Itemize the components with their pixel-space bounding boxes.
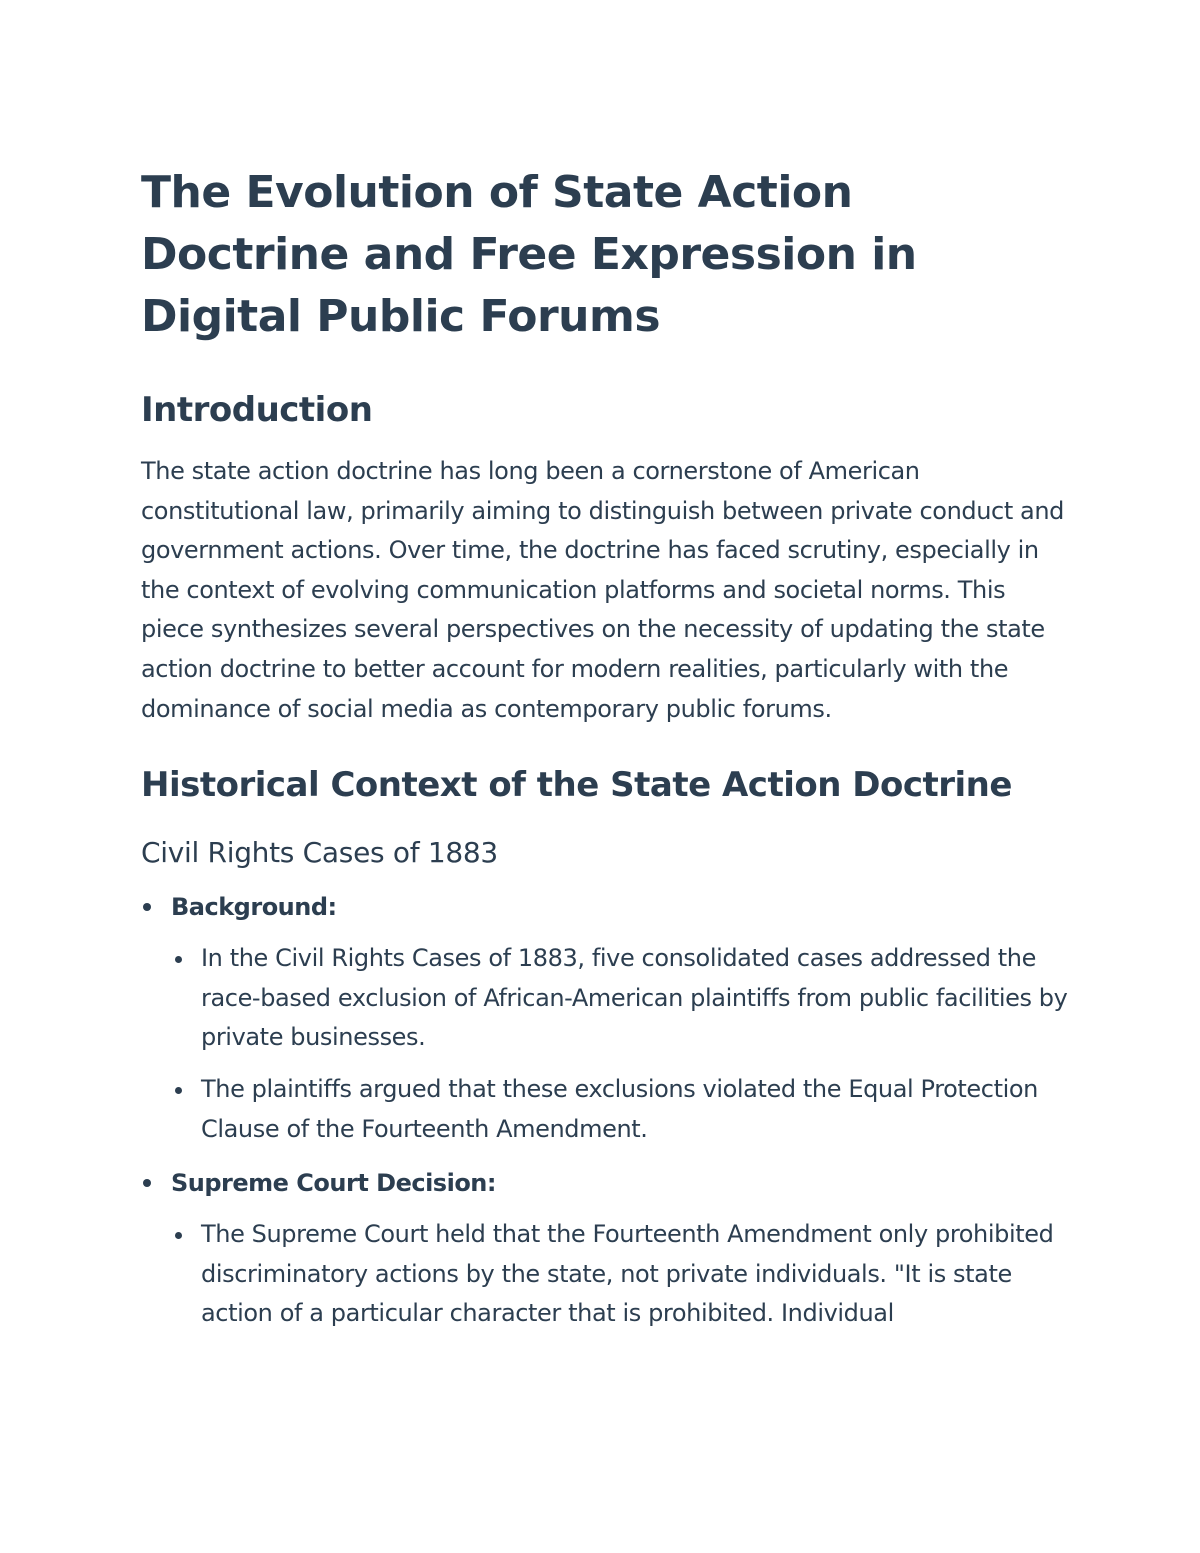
document-title: The Evolution of State Action Doctrine and Free Expression in Digital Public Forums — [141, 167, 917, 342]
list-item-label: Supreme Court Decision: — [171, 1169, 496, 1198]
list-item — [171, 1070, 1071, 1149]
bullet-icon — [175, 956, 182, 963]
list-item-text: In the Civil Rights Cases of 1883, five consolidated cases addressed the race-based exclusion of African-American plaintiffs from public facilities by private businesses. — [201, 944, 1068, 1052]
list-item-text: The Supreme Court held that the Fourteenth Amendment only prohibited discriminatory actions by the state, not private individuals. "It is state action of a particular character that is prohibited. Individual — [201, 1220, 1054, 1328]
bullet-icon — [143, 903, 151, 911]
list-item-text: The plaintiffs argued that these exclusions violated the Equal Protection Clause of the Fourteenth Amendment. — [201, 1074, 1038, 1143]
civil-rights-cases-subheading: Civil Rights Cases of 1883 — [141, 836, 498, 870]
introduction-heading: Introduction — [141, 390, 373, 430]
bullet-icon — [175, 1087, 182, 1094]
list-item-label: Background: — [171, 893, 337, 922]
bullet-icon — [175, 1232, 182, 1239]
list-item — [171, 939, 1071, 1058]
bullet-icon — [143, 1179, 151, 1187]
list-item-supreme-court-decision — [141, 1163, 1071, 1334]
introduction-paragraph: The state action doctrine has long been a cornerstone of American constitutional law, primarily aiming to distinguish between private conduct and government actions. Over time, the doctrine has faced scrutiny, especially in the context of evolving communication platforms and societal norms. This piece synthesizes several perspectives on the necessity of updating the state action doctrine to better account for modern realities, particularly with the dominance of social media as contemporary public forums. — [141, 457, 1065, 723]
background-sublist — [171, 939, 1071, 1149]
decision-sublist — [171, 1215, 1071, 1334]
list-item — [171, 1215, 1071, 1334]
historical-context-heading: Historical Context of the State Action Doctrine — [141, 765, 1012, 806]
document-page — [141, 162, 1071, 1348]
historical-context-list — [141, 887, 1071, 1334]
list-item-background — [141, 887, 1071, 1149]
